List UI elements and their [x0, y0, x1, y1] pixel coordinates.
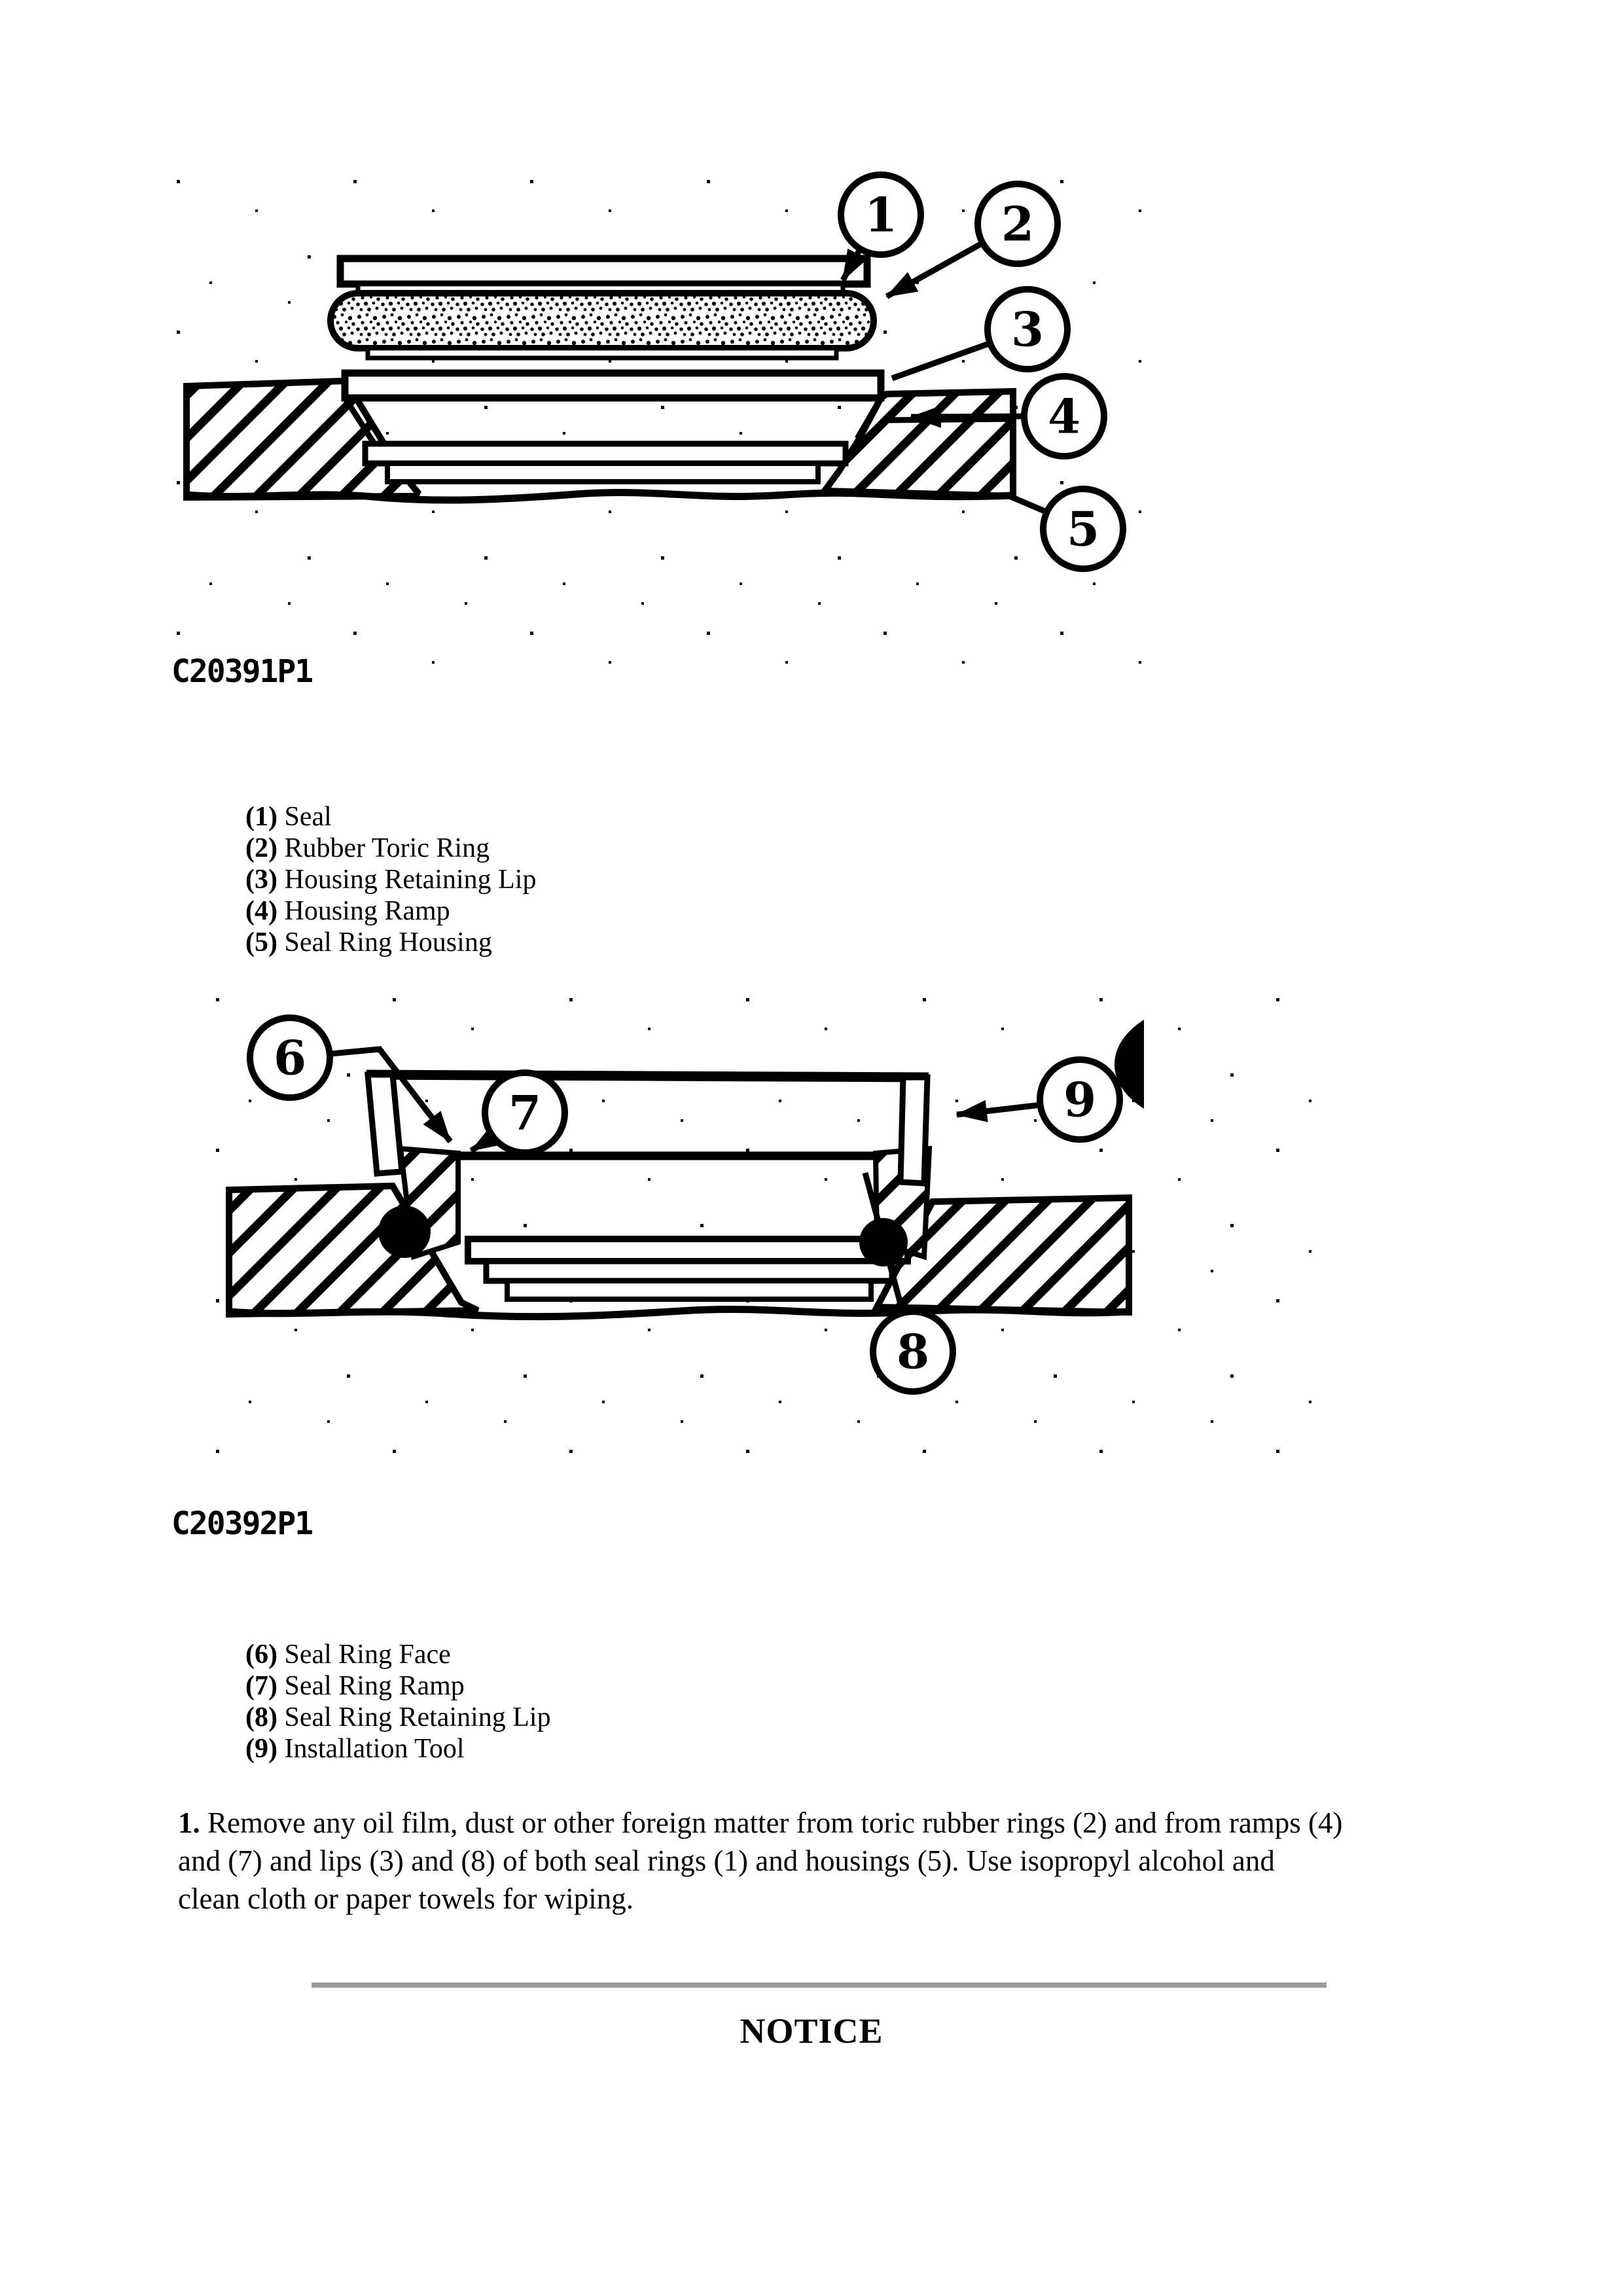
list-item [245, 1702, 551, 1733]
callout-6-number: 6 [273, 1030, 307, 1086]
callout-9-number: 9 [1063, 1071, 1097, 1128]
instruction-text: and (7) and lips (3) and (8) of both seal rings (1) and housings (5). Use isopropyl alcohol and [178, 1844, 1275, 1877]
callout-2-number: 2 [1001, 196, 1035, 252]
callout-8 [873, 1312, 953, 1391]
part-label: Housing Ramp [284, 896, 450, 926]
callout-5 [1043, 489, 1123, 569]
seal-step-band-3 [507, 1281, 871, 1299]
step-number: 1. [178, 1806, 200, 1839]
list-item [245, 833, 536, 864]
instruction-text: clean cloth or paper towels for wiping. [178, 1882, 634, 1915]
seal-step-band-1 [468, 1239, 908, 1261]
list-item [245, 1639, 551, 1670]
callout-4-number: 4 [1047, 388, 1081, 444]
part-label: Seal Ring Housing [284, 927, 492, 958]
part-number: (3) [245, 865, 277, 895]
tool-top-edge [366, 1075, 929, 1077]
list-item [245, 895, 536, 927]
rubber-toric-ring [330, 293, 874, 348]
part-number: (2) [245, 833, 277, 863]
section-divider-rule [312, 1982, 1327, 1988]
callout-1-number: 1 [864, 187, 898, 243]
callout-1 [841, 175, 921, 255]
callout-4 [1024, 376, 1104, 456]
part-label: Rubber Toric Ring [284, 833, 490, 863]
callout-9 [1040, 1060, 1120, 1139]
callout-6 [250, 1018, 330, 1098]
tool-right-wall [901, 1077, 927, 1183]
part-number: (1) [245, 802, 277, 832]
notice-heading: NOTICE [740, 2011, 883, 2051]
part-label: Housing Retaining Lip [284, 865, 537, 895]
left-toric-ring-section [378, 1206, 431, 1258]
part-label: Seal Ring Face [284, 1640, 451, 1670]
callout-8-number: 8 [896, 1323, 930, 1380]
callout-3-number: 3 [1010, 301, 1044, 357]
instruction-line-3 [178, 1880, 1343, 1918]
seal-with-toric-ring [330, 259, 874, 358]
part-label: Seal Ring Retaining Lip [284, 1702, 551, 1732]
seal-step-band-2 [486, 1261, 892, 1281]
instruction-line-2 [178, 1842, 1343, 1880]
part-label: Seal [284, 802, 332, 832]
parts-list-2 [245, 1639, 551, 1765]
leader-4 [911, 416, 1025, 417]
part-number: (5) [245, 927, 277, 958]
list-item [245, 864, 536, 895]
seal-lower-band [368, 348, 836, 358]
part-number: (6) [245, 1640, 277, 1670]
seal-housing-diagram-1 [157, 164, 1152, 687]
list-item [245, 801, 536, 833]
list-item [245, 927, 536, 958]
seal-plate [340, 259, 867, 284]
callout-7-number: 7 [508, 1085, 542, 1141]
part-number: (7) [245, 1671, 277, 1701]
list-item [245, 1733, 551, 1765]
part-label: Seal Ring Ramp [284, 1671, 465, 1701]
callout-7 [485, 1073, 565, 1153]
instruction-text: Remove any oil film, dust or other foreign matter from toric rubber rings (2) and from ramps (4) [200, 1806, 1343, 1839]
figure-2-caption: C20392P1 [171, 1505, 313, 1542]
list-item [245, 1670, 551, 1702]
parts-list-1 [245, 801, 536, 958]
tool-left-wall [368, 1075, 402, 1174]
part-number: (9) [245, 1734, 277, 1764]
instruction-step-1 [178, 1804, 1343, 1918]
recess-step-band-2 [387, 463, 818, 482]
callout-2 [978, 184, 1058, 264]
callout-5-number: 5 [1066, 501, 1100, 557]
recess-step-band-1 [365, 444, 846, 463]
instruction-line-1 [178, 1804, 1343, 1842]
part-label: Installation Tool [284, 1734, 465, 1764]
housing-retaining-lip-bar [345, 373, 881, 398]
figure-1-caption: C20391P1 [171, 653, 313, 690]
callout-3 [988, 289, 1067, 369]
part-number: (4) [245, 896, 277, 926]
part-number: (8) [245, 1702, 277, 1732]
seal-installation-diagram-2 [196, 982, 1348, 1479]
